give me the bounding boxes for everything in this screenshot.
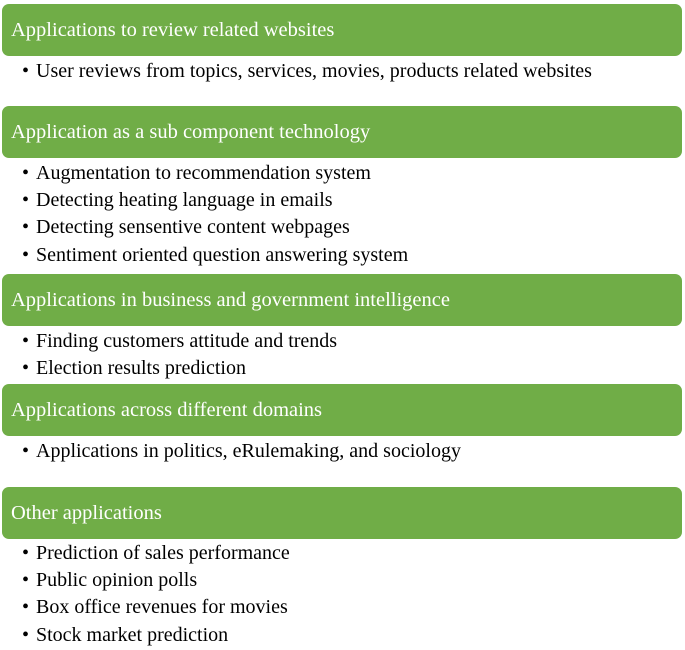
- bullet-item: [0, 594, 290, 621]
- bullet-item: [0, 328, 337, 355]
- bullet-marker: •: [22, 357, 30, 380]
- bullet-item: [0, 187, 408, 214]
- bullet-item: [0, 355, 337, 382]
- section-header-label: Application as a sub component technology: [11, 120, 371, 143]
- bullet-marker: •: [22, 189, 30, 212]
- bullet-list: [0, 540, 290, 649]
- section-header-label: Applications to review related websites: [11, 18, 335, 41]
- bullet-item: [0, 622, 290, 649]
- bullet-marker: •: [22, 440, 30, 462]
- bullet-marker: •: [22, 542, 30, 564]
- bullet-marker: •: [22, 596, 30, 619]
- bullet-marker: •: [22, 60, 30, 82]
- bullet-item-label: Detecting sensentive content webpages: [36, 216, 350, 239]
- section-header: [2, 487, 682, 539]
- bullet-item-label: Stock market prediction: [36, 623, 229, 646]
- bullet-item: [0, 540, 290, 567]
- bullet-item-label: Finding customers attitude and trends: [36, 330, 338, 352]
- section-header-label: Other applications: [11, 501, 162, 524]
- bullet-list: [0, 160, 408, 269]
- section-header: [2, 274, 682, 326]
- section-header: [2, 384, 682, 436]
- section-header-label: Applications in business and government intelligence: [11, 288, 450, 311]
- bullet-item: [0, 438, 461, 465]
- bullet-item-label: User reviews from topics, services, movies, products related websites: [36, 60, 592, 82]
- bullet-item-label: Sentiment oriented question answering system: [36, 243, 409, 266]
- bullet-item: [0, 58, 592, 85]
- section-header: [2, 4, 682, 56]
- bullet-marker: •: [22, 243, 30, 266]
- section-header-label: Applications across different domains: [11, 398, 323, 421]
- bullet-item-label: Box office revenues for movies: [36, 596, 288, 619]
- bullet-marker: •: [22, 162, 30, 184]
- bullet-item-label: Augmentation to recommendation system: [36, 162, 371, 184]
- section-header: [2, 106, 682, 158]
- bullet-item-label: Election results prediction: [36, 357, 246, 380]
- bullet-list: [0, 58, 592, 85]
- bullet-list: [0, 438, 461, 465]
- bullet-item: [0, 214, 408, 241]
- bullet-item-label: Public opinion polls: [36, 569, 198, 592]
- bullet-marker: •: [22, 330, 30, 352]
- bullet-item: [0, 567, 290, 594]
- bullet-list: [0, 328, 337, 382]
- bullet-item-label: Prediction of sales performance: [36, 542, 290, 564]
- bullet-item-label: Applications in politics, eRulemaking, and sociology: [36, 440, 461, 462]
- bullet-item: [0, 160, 408, 187]
- bullet-marker: •: [22, 569, 30, 592]
- bullet-item-label: Detecting heating language in emails: [36, 189, 333, 212]
- bullet-marker: •: [22, 623, 30, 646]
- bullet-item: [0, 242, 408, 269]
- bullet-marker: •: [22, 216, 30, 239]
